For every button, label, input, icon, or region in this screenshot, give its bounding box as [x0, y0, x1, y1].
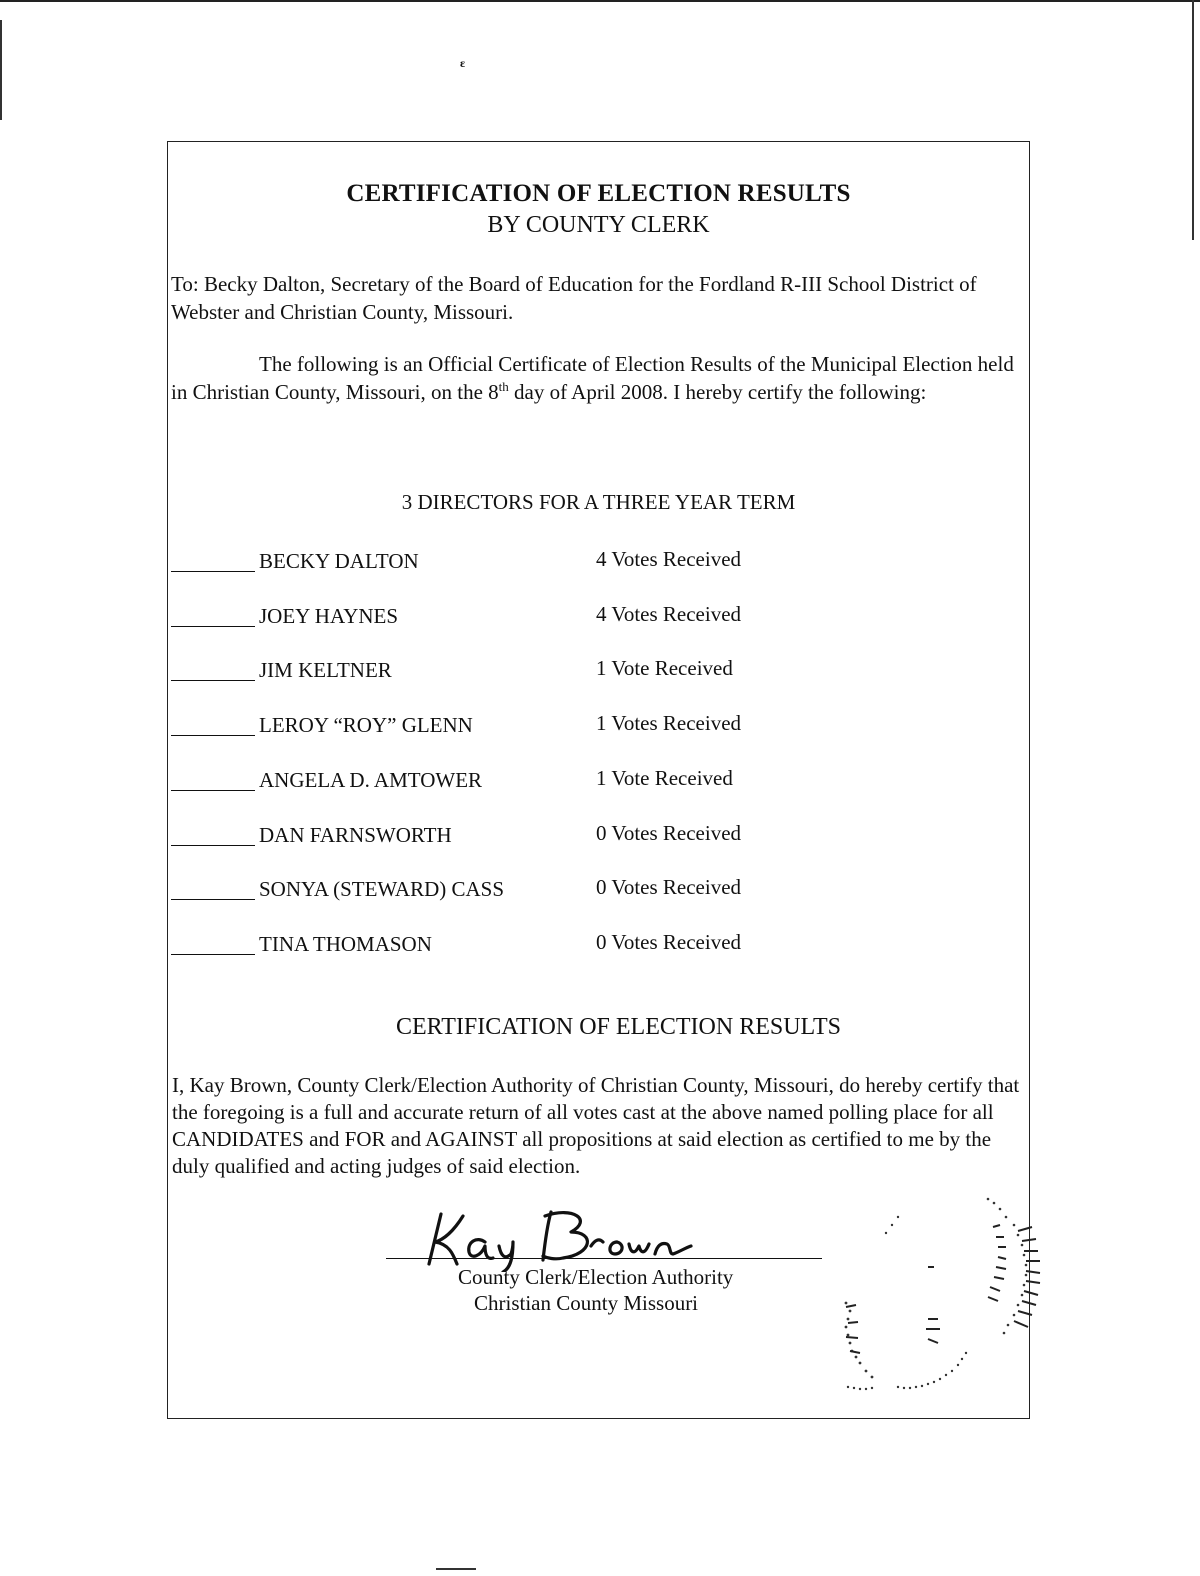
candidate-votes: 0 Votes Received	[596, 821, 742, 845]
candidate-row	[171, 713, 871, 743]
certificate-frame	[167, 141, 1030, 1419]
candidate-name: SONYA (STEWARD) CASS	[259, 877, 505, 901]
certification-paragraph: I, Kay Brown, County Clerk/Election Authority of Christian County, Missouri, do hereby certify that the foregoing is a full and accurate return of all votes cast at the above named polling place for all CANDIDATES and FOR and AGAINST all propositions at said election as certified to me by the duly qualified and acting judges of said election.	[172, 1073, 1020, 1178]
candidate-votes: 4 Votes Received	[596, 547, 742, 571]
candidate-row	[171, 604, 871, 634]
scan-artifact	[436, 1568, 476, 1573]
candidate-name: JOEY HAYNES	[259, 604, 399, 628]
candidate-row	[171, 768, 871, 798]
intro-text-start: The following is an Official Certificate of Election Results of the Municipal Election held in Christian County, Missouri, on the 8	[171, 352, 1014, 404]
candidate-votes: 1 Votes Received	[596, 711, 742, 735]
handwritten-signature	[423, 1202, 723, 1272]
signer-title: County Clerk/Election Authority	[458, 1265, 734, 1289]
section-heading: 3 DIRECTORS FOR A THREE YEAR TERM	[401, 490, 796, 514]
scan-edge-top	[0, 0, 1200, 8]
candidate-name: JIM KELTNER	[259, 658, 392, 682]
candidate-row	[171, 823, 871, 853]
candidate-blank-line	[171, 954, 255, 955]
candidate-votes: 0 Votes Received	[596, 930, 742, 954]
candidate-votes: 1 Vote Received	[596, 766, 733, 790]
candidate-name: BECKY DALTON	[259, 549, 419, 573]
certification-heading: CERTIFICATION OF ELECTION RESULTS	[395, 1014, 842, 1040]
signer-county: Christian County Missouri	[474, 1291, 699, 1315]
candidate-votes: 1 Vote Received	[596, 656, 733, 680]
candidate-blank-line	[171, 845, 255, 846]
candidate-blank-line	[171, 680, 255, 681]
candidate-row	[171, 877, 871, 907]
candidate-name: DAN FARNSWORTH	[259, 823, 452, 847]
candidate-name: TINA THOMASON	[259, 932, 432, 956]
intro-text-end: day of April 2008. I hereby certify the following:	[508, 380, 927, 404]
candidate-blank-line	[171, 735, 255, 736]
candidate-row	[171, 932, 871, 962]
candidate-row	[171, 658, 871, 688]
candidate-row	[171, 549, 871, 579]
scan-edge-right	[1192, 0, 1194, 240]
candidate-blank-line	[171, 626, 255, 627]
addressee-line: To: Becky Dalton, Secretary of the Board of Education for the Fordland R-III School District of Webster and Christian County, Missouri.	[171, 272, 977, 324]
document-title: CERTIFICATION OF ELECTION RESULTS	[346, 180, 851, 207]
intro-paragraph	[171, 350, 1017, 406]
candidate-name: LEROY “ROY” GLENN	[259, 713, 473, 737]
candidate-votes: 4 Votes Received	[596, 602, 742, 626]
embossed-seal	[828, 1147, 1078, 1397]
candidate-blank-line	[171, 899, 255, 900]
candidate-votes: 0 Votes Received	[596, 875, 742, 899]
document-subtitle: BY COUNTY CLERK	[487, 212, 710, 238]
scan-edge-left	[0, 20, 2, 120]
scan-speck: ɛ	[460, 56, 466, 70]
ordinal-suffix: th	[498, 379, 509, 394]
candidate-blank-line	[171, 790, 255, 791]
candidate-name: ANGELA D. AMTOWER	[259, 768, 483, 792]
candidate-blank-line	[171, 571, 255, 572]
signature-line	[386, 1258, 822, 1259]
